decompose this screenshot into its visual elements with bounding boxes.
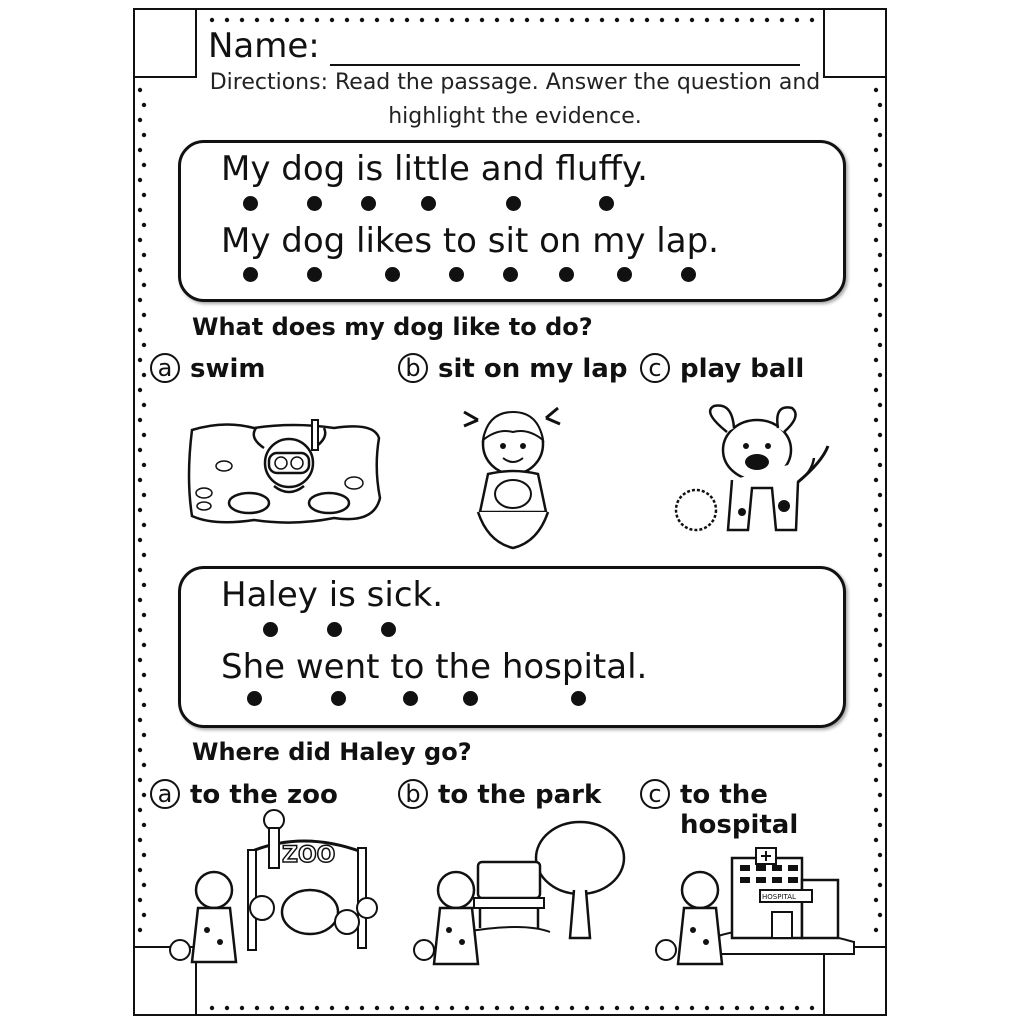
border-dot <box>874 238 878 242</box>
border-dot <box>138 508 142 512</box>
border-dot <box>570 18 574 22</box>
border-dot <box>878 913 882 917</box>
border-dot <box>330 18 334 22</box>
border-dot <box>450 18 454 22</box>
border-dot <box>874 118 878 122</box>
border-dot <box>690 1006 694 1010</box>
border-dot <box>138 298 142 302</box>
tap-dot[interactable] <box>243 196 258 211</box>
border-dot <box>465 1006 469 1010</box>
border-dot <box>390 1006 394 1010</box>
border-dot <box>142 793 146 797</box>
border-dot <box>874 388 878 392</box>
border-dot <box>878 253 882 257</box>
border-dot <box>874 478 878 482</box>
border-dot <box>615 18 619 22</box>
border-dot <box>495 1006 499 1010</box>
border-dot <box>138 688 142 692</box>
border-dot <box>255 18 259 22</box>
border-dot <box>878 763 882 767</box>
choice-text: to the zoo <box>190 780 338 810</box>
question-1: What does my dog like to do? <box>192 313 593 341</box>
border-dot <box>750 18 754 22</box>
border-dot <box>555 18 559 22</box>
border-dot <box>720 18 724 22</box>
border-dot <box>874 88 878 92</box>
border-dot <box>750 1006 754 1010</box>
border-dot <box>874 568 878 572</box>
border-dot <box>138 268 142 272</box>
tap-dot[interactable] <box>681 267 696 282</box>
tap-dot[interactable] <box>361 196 376 211</box>
border-dot <box>142 523 146 527</box>
border-dot <box>874 448 878 452</box>
choice-letter: b <box>398 779 428 809</box>
border-dot <box>285 18 289 22</box>
border-dot <box>255 1006 259 1010</box>
border-dot <box>878 433 882 437</box>
name-write-line[interactable] <box>330 34 800 66</box>
border-dot <box>660 1006 664 1010</box>
border-dot <box>878 133 882 137</box>
border-dot <box>315 1006 319 1010</box>
border-dot <box>138 868 142 872</box>
border-dot <box>480 18 484 22</box>
border-dot <box>138 808 142 812</box>
name-label: Name: <box>208 26 320 66</box>
border-dot <box>874 868 878 872</box>
border-dot <box>138 88 142 92</box>
border-dot <box>878 463 882 467</box>
q1-choice-c[interactable] <box>640 354 804 384</box>
border-dot <box>874 418 878 422</box>
border-dot <box>138 928 142 932</box>
border-dot <box>240 18 244 22</box>
directions: Directions: Read the passage. Answer the question and highlight the evidence. <box>209 70 821 129</box>
border-dot <box>878 853 882 857</box>
border-dot <box>874 718 878 722</box>
choice-letter: c <box>640 779 670 809</box>
border-dot <box>525 1006 529 1010</box>
border-dot <box>630 1006 634 1010</box>
border-dot <box>878 673 882 677</box>
border-dot <box>810 1006 814 1010</box>
border-dot <box>675 1006 679 1010</box>
swimming-dog-illustration <box>184 418 384 528</box>
name-row <box>208 26 800 66</box>
border-dot <box>142 343 146 347</box>
border-dot <box>375 1006 379 1010</box>
border-dot <box>874 208 878 212</box>
border-dot <box>874 298 878 302</box>
border-dot <box>810 18 814 22</box>
choice-text: to the park <box>438 780 602 810</box>
border-dot <box>878 823 882 827</box>
border-dot <box>142 433 146 437</box>
border-dot <box>270 18 274 22</box>
border-dot <box>874 898 878 902</box>
border-dot <box>138 328 142 332</box>
question-2: Where did Haley go? <box>192 738 472 766</box>
border-dot <box>142 733 146 737</box>
border-dot <box>878 583 882 587</box>
border-dot <box>345 1006 349 1010</box>
q1-choice-b[interactable] <box>398 354 627 384</box>
border-dot <box>765 18 769 22</box>
choice-letter: a <box>150 779 180 809</box>
border-dot <box>300 18 304 22</box>
border-dot <box>735 18 739 22</box>
passage-2-line-2[interactable]: She went to the hospital. <box>221 647 648 687</box>
border-dot <box>210 18 214 22</box>
border-dot <box>780 1006 784 1010</box>
border-dot <box>878 643 882 647</box>
tap-dot[interactable] <box>307 196 322 211</box>
tap-dot[interactable] <box>599 196 614 211</box>
border-dot <box>142 673 146 677</box>
border-dot <box>390 18 394 22</box>
dog-with-ball-illustration <box>672 402 832 537</box>
border-dot <box>878 343 882 347</box>
q2-choice-b[interactable] <box>398 780 601 810</box>
border-dot <box>142 403 146 407</box>
border-dot <box>138 208 142 212</box>
tap-dot[interactable] <box>403 691 418 706</box>
border-dot <box>345 18 349 22</box>
border-dot <box>874 268 878 272</box>
border-dot <box>878 883 882 887</box>
choice-letter: c <box>640 353 670 383</box>
tap-dot[interactable] <box>381 622 396 637</box>
tap-dot[interactable] <box>307 267 322 282</box>
tap-dot[interactable] <box>243 267 258 282</box>
border-dot <box>874 358 878 362</box>
border-dot <box>138 418 142 422</box>
choice-text: sit on my lap <box>438 354 628 384</box>
border-dot <box>138 448 142 452</box>
border-dot <box>525 18 529 22</box>
choice-text: play ball <box>680 354 805 384</box>
passage-box-2 <box>178 566 846 728</box>
corner-top-left <box>133 8 197 78</box>
border-dot <box>660 18 664 22</box>
border-dot <box>675 18 679 22</box>
border-dot <box>465 18 469 22</box>
border-dot <box>225 18 229 22</box>
border-dot <box>270 1006 274 1010</box>
border-dot <box>878 733 882 737</box>
tap-dot[interactable] <box>506 196 521 211</box>
border-dot <box>874 508 878 512</box>
tap-dot[interactable] <box>331 691 346 706</box>
tap-dot[interactable] <box>463 691 478 706</box>
border-dot <box>142 883 146 887</box>
border-dot <box>874 688 878 692</box>
border-dot <box>138 358 142 362</box>
border-dot <box>878 163 882 167</box>
border-dot <box>285 1006 289 1010</box>
tap-dot[interactable] <box>247 691 262 706</box>
border-dot <box>878 373 882 377</box>
border-dot <box>138 478 142 482</box>
border-dot <box>878 523 882 527</box>
border-dot <box>142 913 146 917</box>
border-dot <box>645 18 649 22</box>
border-dot <box>874 928 878 932</box>
border-dot <box>874 778 878 782</box>
border-dot <box>874 748 878 752</box>
hospital-illustration <box>648 818 868 988</box>
border-dot <box>142 163 146 167</box>
border-dot <box>480 1006 484 1010</box>
choice-text: to the hospital <box>680 780 799 840</box>
zoo-illustration <box>162 812 382 982</box>
border-dot <box>420 18 424 22</box>
border-dot <box>510 1006 514 1010</box>
tap-dot[interactable] <box>449 267 464 282</box>
border-dot <box>585 18 589 22</box>
border-dot <box>600 1006 604 1010</box>
border-dot <box>142 313 146 317</box>
tap-dot[interactable] <box>327 622 342 637</box>
border-dot <box>705 1006 709 1010</box>
hospital-sign-text: HOSPITAL <box>762 893 796 901</box>
border-dot <box>878 703 882 707</box>
border-dot <box>510 18 514 22</box>
tap-dot[interactable] <box>617 267 632 282</box>
park-illustration <box>404 818 634 988</box>
border-dot <box>138 148 142 152</box>
border-dot <box>585 1006 589 1010</box>
border-dot <box>142 373 146 377</box>
border-dot <box>142 583 146 587</box>
border-dot <box>874 538 878 542</box>
border-dot <box>450 1006 454 1010</box>
border-dot <box>874 808 878 812</box>
border-dot <box>375 18 379 22</box>
border-dot <box>878 103 882 107</box>
border-dot <box>405 18 409 22</box>
border-dot <box>138 718 142 722</box>
border-dot <box>878 313 882 317</box>
border-dot <box>495 18 499 22</box>
border-dot <box>720 1006 724 1010</box>
border-dot <box>645 1006 649 1010</box>
border-dot <box>225 1006 229 1010</box>
border-dot <box>142 703 146 707</box>
border-dot <box>878 493 882 497</box>
tap-dot[interactable] <box>263 622 278 637</box>
border-dot <box>142 253 146 257</box>
border-dot <box>435 18 439 22</box>
border-dot <box>615 1006 619 1010</box>
border-dot <box>735 1006 739 1010</box>
q2-choice-a[interactable] <box>150 780 338 810</box>
border-dot <box>878 793 882 797</box>
tap-dot[interactable] <box>385 267 400 282</box>
q1-choice-a[interactable] <box>150 354 266 384</box>
tap-dot[interactable] <box>421 196 436 211</box>
border-dot <box>874 178 878 182</box>
border-dot <box>300 1006 304 1010</box>
border-dot <box>142 133 146 137</box>
border-dot <box>138 568 142 572</box>
tap-dot[interactable] <box>503 267 518 282</box>
border-dot <box>540 1006 544 1010</box>
border-dot <box>360 1006 364 1010</box>
border-dot <box>138 778 142 782</box>
border-dot <box>630 18 634 22</box>
border-dot <box>142 823 146 827</box>
border-dot <box>315 18 319 22</box>
border-dot <box>874 658 878 662</box>
border-dot <box>878 613 882 617</box>
border-dot <box>138 538 142 542</box>
border-dot <box>878 403 882 407</box>
border-dot <box>765 1006 769 1010</box>
border-dot <box>210 1006 214 1010</box>
border-dot <box>878 223 882 227</box>
border-dot <box>142 223 146 227</box>
border-dot <box>795 1006 799 1010</box>
border-dot <box>142 493 146 497</box>
tap-dot[interactable] <box>559 267 574 282</box>
border-dot <box>330 1006 334 1010</box>
zoo-sign-text: ZOO <box>282 843 336 868</box>
border-dot <box>360 18 364 22</box>
border-dot <box>874 598 878 602</box>
border-dot <box>878 193 882 197</box>
border-dot <box>874 838 878 842</box>
border-dot <box>138 118 142 122</box>
choice-text: swim <box>190 354 266 384</box>
border-dot <box>142 103 146 107</box>
tap-dot[interactable] <box>571 691 586 706</box>
border-dot <box>142 283 146 287</box>
choice-letter: a <box>150 353 180 383</box>
passage-1-line-2[interactable]: My dog likes to sit on my lap. <box>221 221 719 261</box>
border-dot <box>405 1006 409 1010</box>
border-dot <box>690 18 694 22</box>
border-dot <box>142 643 146 647</box>
passage-2-line-1[interactable]: Haley is sick. <box>221 575 444 615</box>
border-dot <box>874 628 878 632</box>
border-dot <box>138 838 142 842</box>
passage-1-line-1[interactable]: My dog is little and fluffy. <box>221 149 648 189</box>
border-dot <box>570 1006 574 1010</box>
border-dot <box>138 658 142 662</box>
border-dot <box>142 193 146 197</box>
border-dot <box>142 763 146 767</box>
border-dot <box>600 18 604 22</box>
border-dot <box>878 283 882 287</box>
border-dot <box>138 178 142 182</box>
border-dot <box>878 553 882 557</box>
border-dot <box>435 1006 439 1010</box>
border-dot <box>240 1006 244 1010</box>
border-dot <box>874 148 878 152</box>
border-dot <box>780 18 784 22</box>
border-dot <box>138 238 142 242</box>
border-dot <box>138 748 142 752</box>
girl-with-dog-illustration <box>458 402 568 552</box>
border-dot <box>540 18 544 22</box>
passage-box-1 <box>178 140 846 302</box>
border-dot <box>420 1006 424 1010</box>
border-dot <box>142 613 146 617</box>
border-dot <box>555 1006 559 1010</box>
border-dot <box>138 898 142 902</box>
border-dot <box>138 598 142 602</box>
border-dot <box>705 18 709 22</box>
border-dot <box>142 463 146 467</box>
border-dot <box>795 18 799 22</box>
border-dot <box>138 628 142 632</box>
border-dot <box>142 853 146 857</box>
border-dot <box>138 388 142 392</box>
choice-letter: b <box>398 353 428 383</box>
border-dot <box>874 328 878 332</box>
border-dot <box>142 553 146 557</box>
